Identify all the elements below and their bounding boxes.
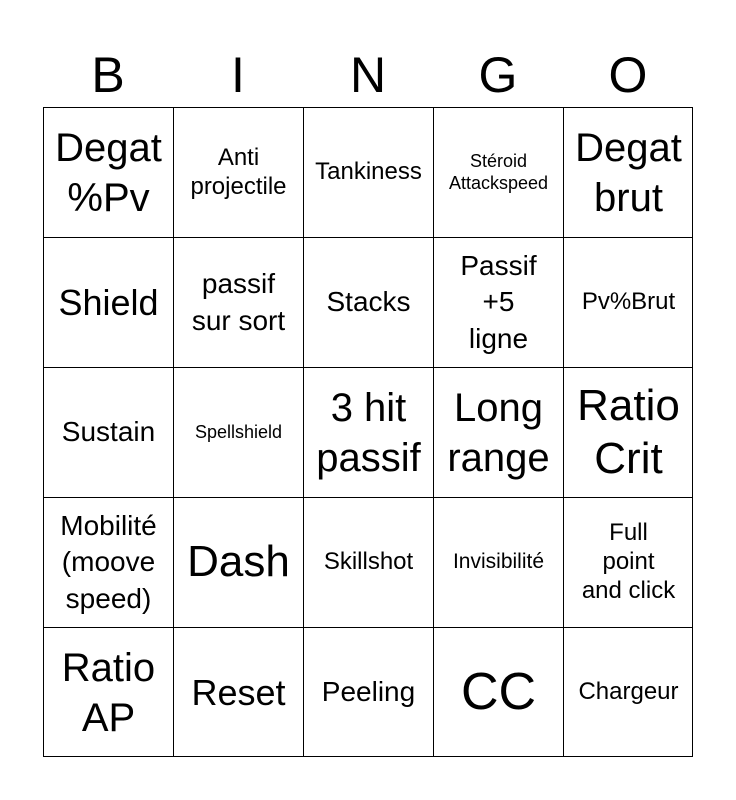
bingo-cell[interactable] xyxy=(303,497,433,627)
header-letter-g: G xyxy=(478,47,518,103)
bingo-cell[interactable] xyxy=(173,367,303,497)
bingo-cell[interactable] xyxy=(173,497,303,627)
cell-label: Stéroid Attackspeed xyxy=(448,150,549,193)
cell-label: Anti projectile xyxy=(190,143,287,200)
bingo-cell[interactable] xyxy=(433,367,563,497)
bingo-cell[interactable] xyxy=(303,367,433,497)
bingo-cell[interactable] xyxy=(173,627,303,757)
cell-label: Skillshot xyxy=(323,548,414,576)
bingo-header xyxy=(43,44,693,106)
cell-label: Ratio Crit xyxy=(577,380,680,483)
bingo-board xyxy=(43,107,693,757)
cell-label: Dash xyxy=(187,537,290,587)
bingo-cell[interactable] xyxy=(433,627,563,757)
bingo-cell[interactable] xyxy=(303,627,433,757)
cell-label: Mobilité (moove speed) xyxy=(60,509,157,614)
bingo-cell[interactable] xyxy=(43,367,173,497)
header-letter-i: I xyxy=(231,47,245,103)
bingo-cell[interactable] xyxy=(563,367,693,497)
bingo-cell[interactable] xyxy=(303,237,433,367)
bingo-cell[interactable] xyxy=(433,237,563,367)
cell-label: Tankiness xyxy=(315,158,422,186)
cell-label: Degat brut xyxy=(575,125,682,220)
cell-label: 3 hit passif xyxy=(316,385,421,480)
cell-label: Reset xyxy=(191,672,286,713)
cell-label: Sustain xyxy=(61,416,156,448)
bingo-cell[interactable] xyxy=(173,107,303,237)
cell-label: Invisibilité xyxy=(452,550,545,574)
cell-label: Spellshield xyxy=(194,421,283,442)
header-letter-b: B xyxy=(91,47,125,103)
cell-label: Pv%Brut xyxy=(581,288,676,316)
cell-label: Chargeur xyxy=(578,678,679,706)
bingo-cell[interactable] xyxy=(173,237,303,367)
bingo-cell[interactable] xyxy=(433,497,563,627)
bingo-cell[interactable] xyxy=(563,107,693,237)
bingo-cell[interactable] xyxy=(563,627,693,757)
bingo-cell[interactable] xyxy=(563,237,693,367)
cell-label: Shield xyxy=(58,282,159,323)
bingo-cell[interactable] xyxy=(43,107,173,237)
header-letter-o: O xyxy=(608,47,648,103)
header-letter-n: N xyxy=(349,47,387,103)
cell-label: Ratio AP xyxy=(61,645,156,740)
cell-label: Degat %Pv xyxy=(55,125,162,220)
bingo-cell[interactable] xyxy=(43,497,173,627)
cell-label: passif sur sort xyxy=(191,268,286,336)
bingo-cell[interactable] xyxy=(433,107,563,237)
cell-label: CC xyxy=(460,662,537,721)
bingo-cell[interactable] xyxy=(563,497,693,627)
cell-label: Peeling xyxy=(321,676,416,708)
cell-label: Full point and click xyxy=(581,519,676,604)
bingo-cell[interactable] xyxy=(43,237,173,367)
cell-label: Passif +5 ligne xyxy=(460,249,537,354)
cell-label: Stacks xyxy=(326,286,411,318)
bingo-cell[interactable] xyxy=(303,107,433,237)
cell-label: Long range xyxy=(447,385,550,480)
bingo-cell[interactable] xyxy=(43,627,173,757)
